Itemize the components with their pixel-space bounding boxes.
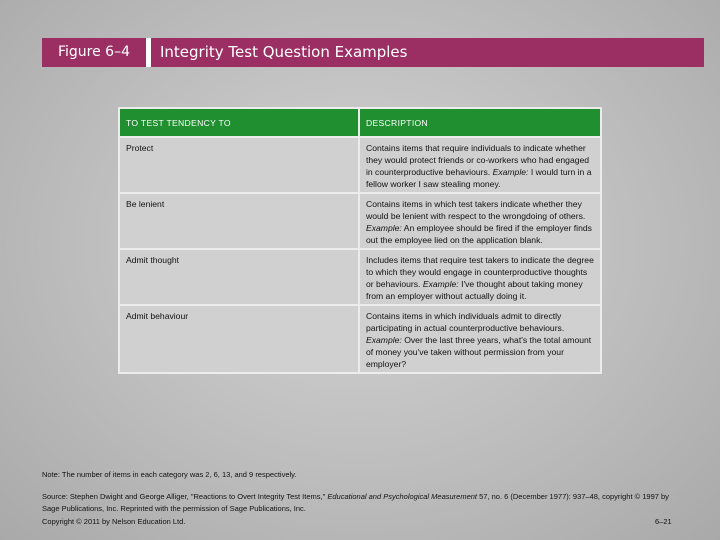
tendency-cell: Protect (120, 138, 358, 192)
copyright-notice: Copyright © 2011 by Nelson Education Ltd. (42, 517, 186, 526)
source-suffix: 57, no. 6 (December 1977): 937–48, copyright © 1997 by Sage Publications, Inc. Reprinted with the permission of Sage Publications, Inc. (42, 492, 669, 513)
source-journal: Educational and Psychological Measurement (327, 492, 478, 501)
tendency-cell: Admit behaviour (120, 306, 358, 372)
example-text: Over the last three years, what's the total amount of money you've taken without permission from your employer? (365, 335, 592, 369)
example-text: An employee should be fired if the employer finds out the employee lied on the application blank. (365, 223, 592, 245)
figure-header-bar (42, 38, 704, 67)
example-label: Example: (492, 167, 529, 177)
description-cell (360, 138, 600, 192)
example-label: Example: (422, 279, 459, 289)
description-cell (360, 194, 600, 248)
source-prefix: Source: Stephen Dwight and George Alliger, "Reactions to Overt Integrity Test Items," (42, 492, 328, 501)
figure-title: Integrity Test Question Examples (160, 43, 408, 61)
example-text: I would turn in a fellow worker I saw stealing money. (365, 167, 592, 189)
tendency-cell: Admit thought (120, 250, 358, 304)
tendency-cell: Be lenient (120, 194, 358, 248)
integrity-test-table (118, 107, 602, 374)
description-cell (360, 306, 600, 372)
header-separator (146, 38, 151, 67)
description-text: Contains items that require individuals to indicate whether they would protect friends or co-workers who had engaged in counterproductive behaviours. (365, 143, 590, 177)
table-note: Note: The number of items in each category was 2, 6, 13, and 9 respectively. (42, 470, 297, 479)
example-text: I've thought about taking money from an employer without actually doing it. (365, 279, 583, 301)
page-number: 6–21 (655, 517, 672, 526)
example-label: Example: (365, 335, 402, 345)
figure-number: Figure 6–4 (57, 44, 130, 60)
description-text: Includes items that require test takers to indicate the degree to which they would engage in counterproductive thoughts or behaviours. (365, 255, 594, 289)
table-row (120, 194, 600, 248)
description-text: Contains items in which test takers indicate whether they would be lenient with respect to the wrongdoing of others. (365, 199, 586, 221)
description-text: Contains items in which individuals admit to directly participating in actual counterproductive behaviours. (365, 311, 565, 333)
column-header-tendency: TO TEST TENDENCY TO (120, 109, 358, 136)
table-row (120, 250, 600, 304)
table-row (120, 306, 600, 372)
description-cell (360, 250, 600, 304)
example-label: Example: (365, 223, 402, 233)
column-header-description: DESCRIPTION (360, 109, 600, 136)
table-header-row (120, 109, 600, 136)
source-citation (42, 491, 672, 515)
table-row (120, 138, 600, 192)
